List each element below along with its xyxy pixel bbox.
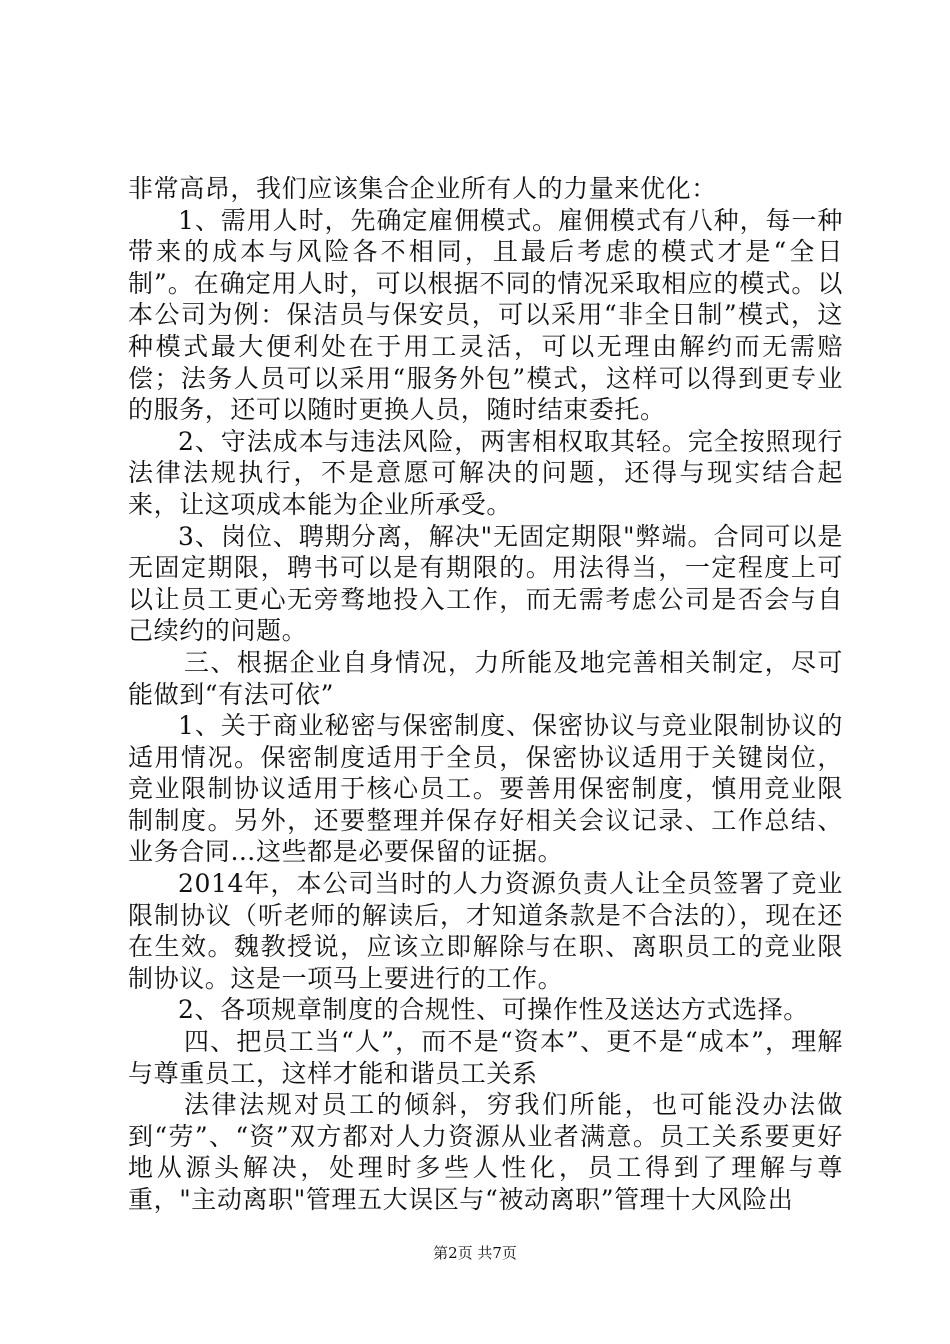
paragraph: 2014年，本公司当时的人力资源负责人让全员签署了竞业限制协议（听老师的解读后，才知道条款是不合法的），现在还在生效。魏教授说，应该立即解除与在职、离职员工的竞业限制协议。这是一项马上要进行的工作。 xyxy=(128,869,843,993)
paragraph: 1、需用人时，先确定雇佣模式。雇佣模式有八种，每一种带来的成本与风险各不相同，且最后考虑的模式才是“全日制”。在确定用人时，可以根据不同的情况采取相应的模式。以本公司为例：保洁员与保安员，可以采用“非全日制”模式，这种模式最大便利处在于用工灵活，可以无理由解约而无需赔偿；法务人员可以采用“服务外包”模式，这样可以得到更专业的服务，还可以随时更换人员，随时结束委托。 xyxy=(128,205,843,425)
paragraph: 法律法规对员工的倾斜，穷我们所能，也可能没办法做到“劳”、“资”双方都对人力资源从业者满意。员工关系要更好地从源头解决，处理时多些人性化，员工得到了理解与尊重，"主动离职"管理五大误区与“被动离职”管理十大风险出 xyxy=(128,1090,843,1214)
paragraph: 2、守法成本与违法风险，两害相权取其轻。完全按照现行法律法规执行，不是意愿可解决的问题，还得与现实结合起来，让这项成本能为企业所承受。 xyxy=(128,426,843,519)
paragraph: 3、岗位、聘期分离，解决"无固定期限"弊端。合同可以是无固定期限，聘书可以是有期限的。用法得当，一定程度上可以让员工更心无旁骛地投入工作，而无需考虑公司是否会与自己续约的问题。 xyxy=(128,521,843,646)
paragraph: 非常高昂，我们应该集合企业所有人的力量来优化： xyxy=(128,174,717,203)
paragraph: 2、各项规章制度的合规性、可操作性及送达方式选择。 xyxy=(178,995,809,1025)
page-number-footer: 第2页 共7页 xyxy=(433,1244,517,1262)
section-heading: 三、根据企业自身情况，力所能及地完善相关制定，尽可能做到“有法可依” xyxy=(128,647,843,709)
section-heading: 四、把员工当“人”，而不是“资本”、更不是“成本”，理解与尊重员工，这样才能和谐员工关系 xyxy=(128,1027,843,1088)
paragraph: 1、关于商业秘密与保密制度、保密协议与竞业限制协议的适用情况。保密制度适用于全员，保密协议适用于关键岗位，竞业限制协议适用于核心员工。要善用保密制度，慎用竞业限制制度。另外，还要整理并保存好相关会议记录、工作总结、业务合同…这些都是必要保留的证据。 xyxy=(128,711,843,867)
document-body xyxy=(128,173,843,1216)
